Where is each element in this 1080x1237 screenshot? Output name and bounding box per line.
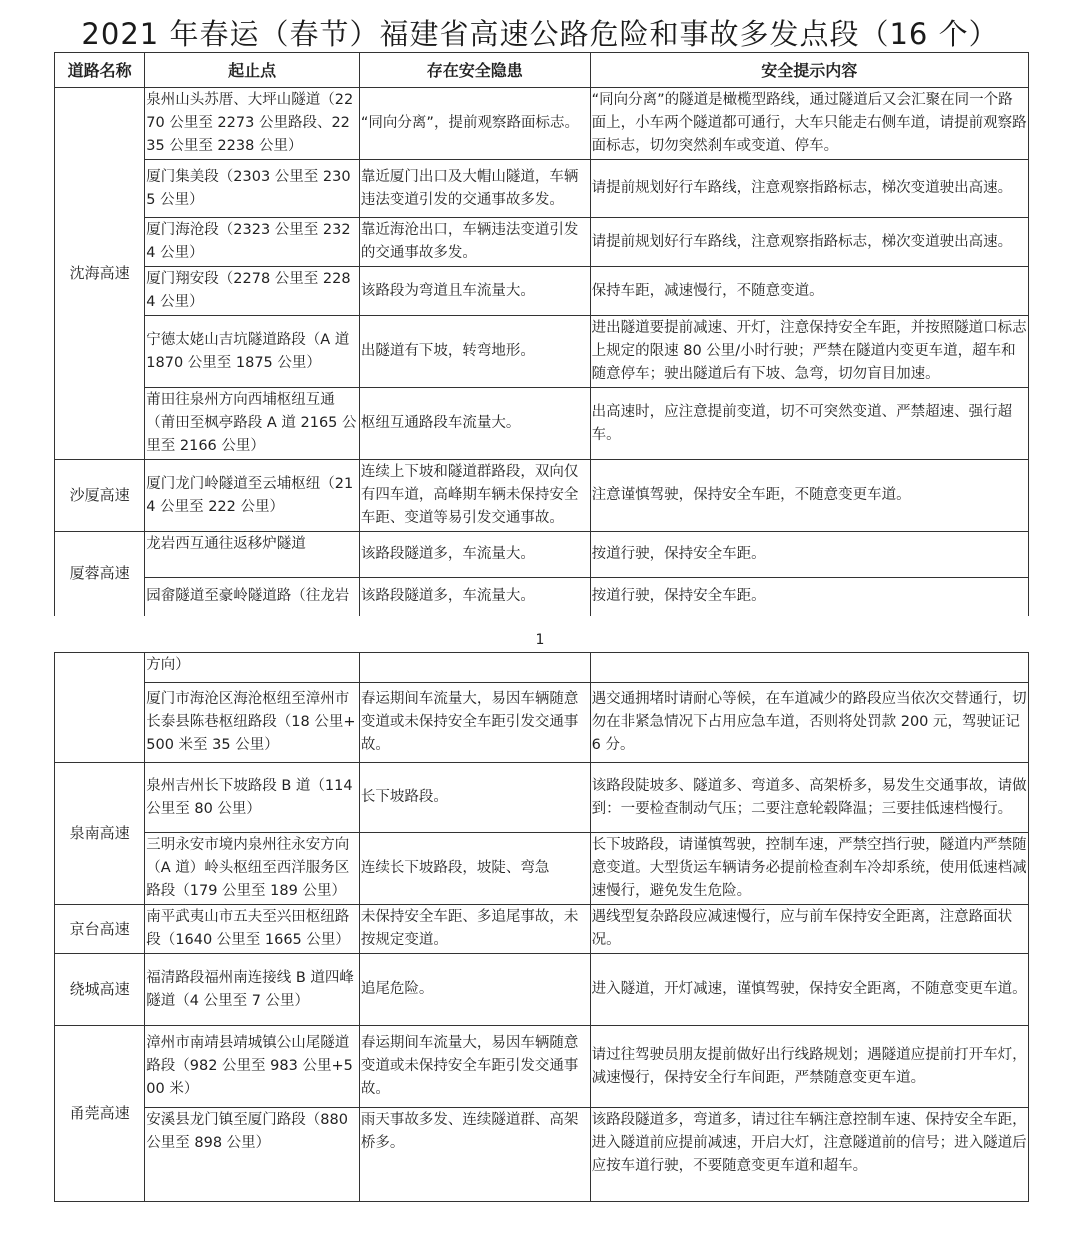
- tip-cell: [590, 653, 1028, 683]
- road-name: 泉南高速: [55, 763, 145, 905]
- range-cell: 宁德太姥山吉坑隧道路段（A 道 1870 公里至 1875 公里）: [145, 316, 360, 388]
- tip-cell: 请提前规划好行车路线，注意观察指路标志，梯次变道驶出高速。: [590, 160, 1028, 218]
- hazard-cell: [359, 653, 590, 683]
- table-row: [55, 388, 1029, 460]
- table-row: [55, 763, 1029, 833]
- tip-cell: 注意谨慎驾驶，保持安全车距，不随意变更车道。: [590, 460, 1028, 532]
- range-cell: 南平武夷山市五夫至兴田枢纽路段（1640 公里至 1665 公里）: [145, 905, 360, 954]
- table-row: [55, 267, 1029, 316]
- table-row: [55, 160, 1029, 218]
- tip-cell: “同向分离”的隧道是橄榄型路线，通过隧道后又会汇聚在同一个路面上，小车两个隧道都可通行，大车只能走右侧车道，请提前观察路面标志，切勿突然刹车或变道、停车。: [590, 88, 1028, 160]
- table-row: [55, 532, 1029, 578]
- range-cell: 厦门市海沧区海沧枢纽至漳州市长泰县陈巷枢纽路段（18 公里+500 米至 35 公里）: [145, 683, 360, 763]
- road-name: 沈海高速: [55, 88, 145, 460]
- range-cell: 厦门集美段（2303 公里至 2305 公里）: [145, 160, 360, 218]
- hazard-cell: 雨天事故多发、连续隧道群、高架桥多。: [359, 1108, 590, 1202]
- hazard-table-page2: [54, 652, 1029, 1202]
- tip-cell: 进入隧道，开灯减速，谨慎驾驶，保持安全距离，不随意变更车道。: [590, 954, 1028, 1026]
- tip-cell: 遇线型复杂路段应减速慢行，应与前车保持安全距离，注意路面状况。: [590, 905, 1028, 954]
- road-name-continued: [55, 653, 145, 763]
- hazard-cell: 未保持安全车距、多追尾事故，未按规定变道。: [359, 905, 590, 954]
- tip-cell: 该路段隧道多，弯道多，请过往车辆注意控制车速、保持安全车距，进入隧道前应提前减速，开启大灯，注意隧道前的信号；进入隧道后应按车道行驶，不要随意变更车道和超车。: [590, 1108, 1028, 1202]
- range-cell: 厦门龙门岭隧道至云埔枢纽（214 公里至 222 公里）: [145, 460, 360, 532]
- table-row: [55, 88, 1029, 160]
- road-name: 绕城高速: [55, 954, 145, 1026]
- tip-cell: 保持车距，减速慢行，不随意变道。: [590, 267, 1028, 316]
- tip-cell: 请过往驾驶员朋友提前做好出行线路规划；遇隧道应提前打开车灯，减速慢行，保持安全行车间距，严禁随意变更车道。: [590, 1026, 1028, 1108]
- range-cell: 福清路段福州南连接线 B 道四峰隧道（4 公里至 7 公里）: [145, 954, 360, 1026]
- hazard-cell: 该路段隧道多，车流量大。: [359, 532, 590, 578]
- hazard-cell: 长下坡路段。: [359, 763, 590, 833]
- hazard-cell: 连续上下坡和隧道群路段，双向仅有四车道，高峰期车辆未保持安全车距、变道等易引发交通事故。: [359, 460, 590, 532]
- tip-cell: 进出隧道要提前减速、开灯，注意保持安全车距，并按照隧道口标志上规定的限速 80 公里/小时行驶；严禁在隧道内变更车道，超车和随意停车；驶出隧道后有下坡、急弯，切勿盲目加速。: [590, 316, 1028, 388]
- header-hazard: 存在安全隐患: [359, 53, 590, 88]
- tip-cell: 按道行驶，保持安全车距。: [590, 532, 1028, 578]
- hazard-cell: 该路段为弯道且车流量大。: [359, 267, 590, 316]
- range-cell: 三明永安市境内泉州往永安方向（A 道）岭头枢纽至西洋服务区路段（179 公里至 189 公里）: [145, 833, 360, 905]
- header-road: 道路名称: [55, 53, 145, 88]
- range-cell: 泉州吉州长下坡路段 B 道（114 公里至 80 公里）: [145, 763, 360, 833]
- tip-cell: 按道行驶，保持安全车距。: [590, 578, 1028, 616]
- header-range: 起止点: [145, 53, 360, 88]
- road-name: 沙厦高速: [55, 460, 145, 532]
- road-name: 甬莞高速: [55, 1026, 145, 1202]
- hazard-cell: 靠近海沧出口，车辆违法变道引发的交通事故多发。: [359, 218, 590, 267]
- hazard-cell: 春运期间车流量大，易因车辆随意变道或未保持安全车距引发交通事故。: [359, 1026, 590, 1108]
- tip-cell: 遇交通拥堵时请耐心等候，在车道减少的路段应当依次交替通行，切勿在非紧急情况下占用应急车道，否则将处罚款 200 元，驾驶证记 6 分。: [590, 683, 1028, 763]
- hazard-cell: 靠近厦门出口及大帽山隧道，车辆违法变道引发的交通事故多发。: [359, 160, 590, 218]
- road-name: 厦蓉高速: [55, 532, 145, 616]
- table-row: [55, 833, 1029, 905]
- hazard-cell: 出隧道有下坡，转弯地形。: [359, 316, 590, 388]
- table-row: [55, 683, 1029, 763]
- table-row: [55, 460, 1029, 532]
- hazard-cell: 该路段隧道多，车流量大。: [359, 578, 590, 616]
- hazard-cell: 连续长下坡路段，坡陡、弯急: [359, 833, 590, 905]
- tip-cell: 请提前规划好行车路线，注意观察指路标志，梯次变道驶出高速。: [590, 218, 1028, 267]
- range-cell: 厦门翔安段（2278 公里至 2284 公里）: [145, 267, 360, 316]
- range-cell: 泉州山头苏厝、大坪山隧道（2270 公里至 2273 公里路段、2235 公里至 2238 公里）: [145, 88, 360, 160]
- range-cell: 漳州市南靖县靖城镇公山尾隧道路段（982 公里至 983 公里+500 米）: [145, 1026, 360, 1108]
- tip-cell: 该路段陡坡多、隧道多、弯道多、高架桥多，易发生交通事故，请做到：一要检查制动气压；二要注意轮毂降温；三要挂低速档慢行。: [590, 763, 1028, 833]
- hazard-cell: 枢纽互通路段车流量大。: [359, 388, 590, 460]
- table-row: [55, 578, 1029, 616]
- hazard-cell: “同向分离”，提前观察路面标志。: [359, 88, 590, 160]
- road-name: 京台高速: [55, 905, 145, 954]
- table-row: [55, 1026, 1029, 1108]
- page-number: 1: [535, 632, 545, 648]
- table-row: [55, 905, 1029, 954]
- table-row: [55, 316, 1029, 388]
- range-cell: 莆田往泉州方向西埔枢纽互通（莆田至枫亭路段 A 道 2165 公里至 2166 公里）: [145, 388, 360, 460]
- table-row: [55, 1108, 1029, 1202]
- range-cell: 龙岩西互通往返移炉隧道: [145, 532, 360, 578]
- hazard-cell: 追尾危险。: [359, 954, 590, 1026]
- tip-cell: 出高速时，应注意提前变道，切不可突然变道、严禁超速、强行超车。: [590, 388, 1028, 460]
- range-cell: 厦门海沧段（2323 公里至 2324 公里）: [145, 218, 360, 267]
- tip-cell: 长下坡路段，请谨慎驾驶，控制车速，严禁空挡行驶，隧道内严禁随意变道。大型货运车辆请务必提前检查刹车冷却系统，使用低速档减速慢行，避免发生危险。: [590, 833, 1028, 905]
- range-cell: 安溪县龙门镇至厦门路段（880 公里至 898 公里）: [145, 1108, 360, 1202]
- table-row: [55, 954, 1029, 1026]
- table-row: [55, 218, 1029, 267]
- hazard-table-page1: [54, 52, 1029, 616]
- range-cell: 方向）: [145, 653, 360, 683]
- header-tip: 安全提示内容: [590, 53, 1028, 88]
- document-title: 2021 年春运（春节）福建省高速公路危险和事故多发点段（16 个）: [81, 17, 999, 51]
- range-cell: 园畲隧道至豪岭隧道路（往龙岩: [145, 578, 360, 616]
- table-header-row: [55, 53, 1029, 88]
- table-row: [55, 653, 1029, 683]
- hazard-cell: 春运期间车流量大，易因车辆随意变道或未保持安全车距引发交通事故。: [359, 683, 590, 763]
